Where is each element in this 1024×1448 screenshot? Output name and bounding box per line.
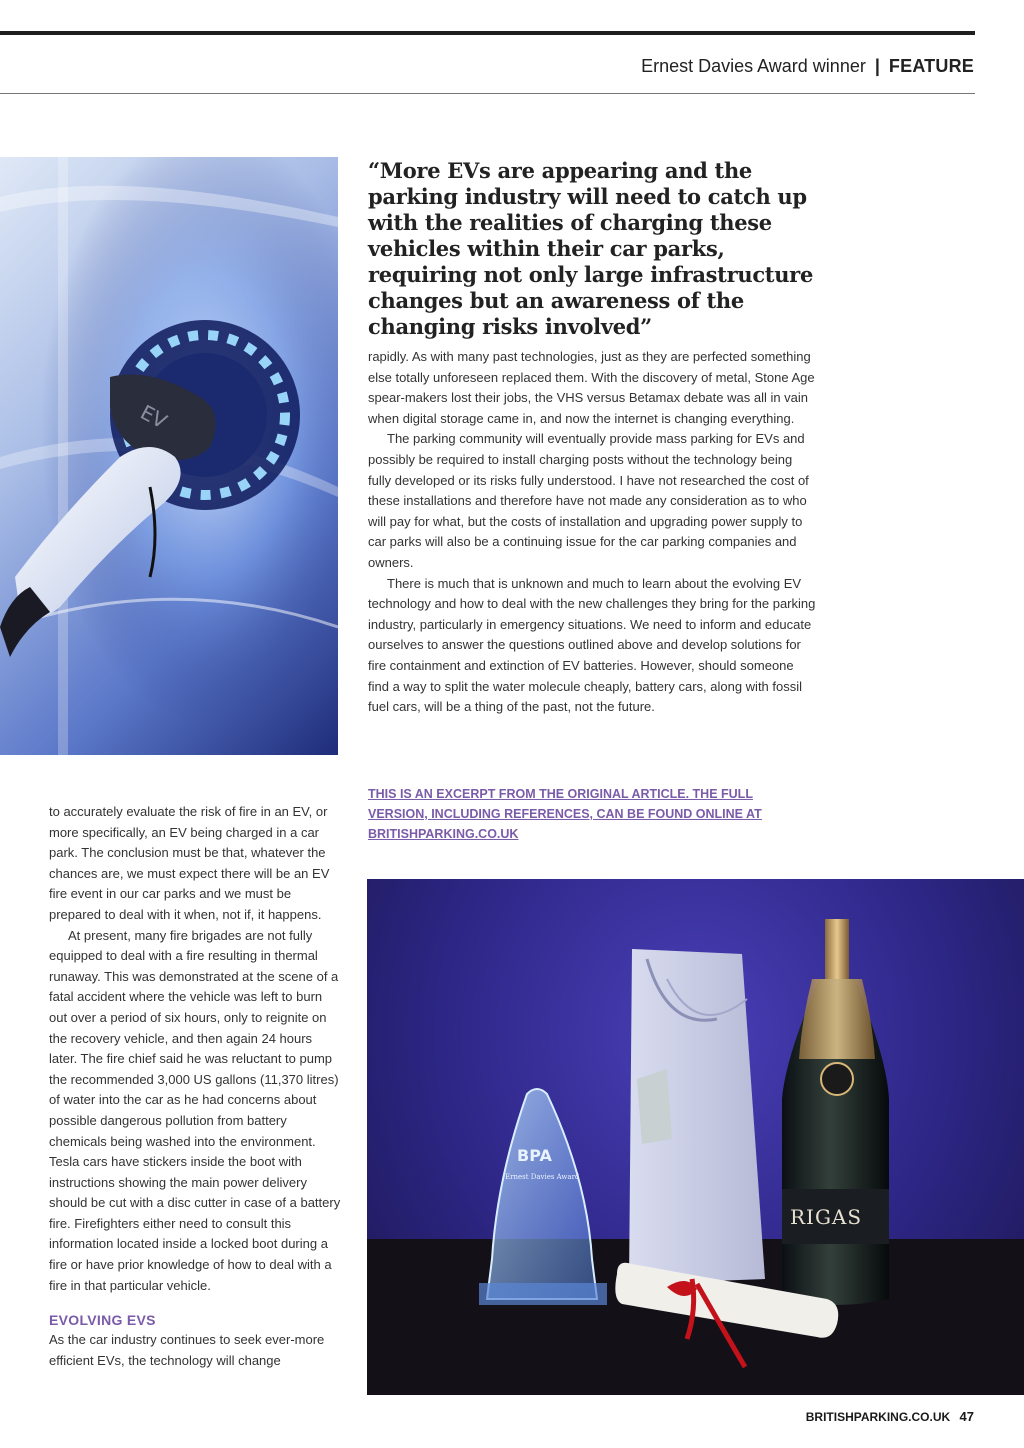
paragraph: There is much that is unknown and much to learn about the evolving EV technology and how to deal with the new challenges they bring for the parking industry, particularly in emergency situations. We need to inform and educate ourselves to answer the questions outlined above and develop solutions for fire containment and extinction of EV batteries. However, should someone find a way to split the water molecule cheaply, battery cars, along with fossil fuel cars, will be a thing of the past, not the future. bbox=[368, 575, 816, 715]
bottle-label: RIGAS bbox=[790, 1205, 863, 1229]
trophy-title: Ernest Davies Award bbox=[505, 1173, 580, 1181]
header-title: Ernest Davies Award winner bbox=[641, 56, 866, 76]
trophy-brand: BPA bbox=[517, 1146, 552, 1165]
pull-quote: “More EVs are appearing and the parking industry will need to catch up with the realities of charging these vehicles within their car parks, requiring not only large infrastructure changes but an awareness of the changing risks involved” bbox=[368, 158, 813, 339]
running-header bbox=[641, 56, 974, 77]
header-section: FEATURE bbox=[888, 56, 974, 76]
top-rule bbox=[0, 31, 975, 35]
footer-site: BRITISHPARKING.CO.UK bbox=[805, 1410, 951, 1424]
award-photo bbox=[367, 879, 1024, 1395]
right-column bbox=[368, 347, 818, 718]
paragraph: As the car industry continues to seek ever-more efficient EVs, the technology will change bbox=[49, 1332, 325, 1368]
left-column bbox=[49, 802, 341, 1371]
paragraph: At present, many fire brigades are not fully equipped to deal with a fire resulting in thermal runaway. This was demonstrated at the scene of a fatal accident where the vehicle was left to burn out over a period of six hours, only to reignite on the recovery vehicle, and then again 24 hours later. The fire chief said he was reluctant to pump the recommended 3,000 US gallons (11,370 litres) of water into the car as he had concerns about possible dangerous pollution from battery chemicals being washed into the environment. Tesla cars have stickers inside the boot with instructions showing the main power delivery should be cut with a disc cutter in case of a battery fire. Firefighters either need to consult this information located inside a locked boot during a fire or have prior knowledge of how to deal with a fire in that particular vehicle. bbox=[49, 927, 341, 1293]
excerpt-note[interactable] bbox=[368, 784, 798, 844]
ev-charging-photo bbox=[0, 157, 338, 755]
plug-label: EV bbox=[136, 399, 171, 434]
paragraph: to accurately evaluate the risk of fire in an EV, or more specifically, an EV being charged in a car park. The conclusion must be that, whatever the chances are, we must expect there will be an EV fire event in our car parks and we must be prepared to deal with it when, not if, it happens. bbox=[49, 804, 330, 922]
header-separator: | bbox=[874, 56, 880, 76]
header-rule bbox=[0, 93, 975, 94]
page-number: 47 bbox=[959, 1409, 974, 1424]
paragraph: rapidly. As with many past technologies, just as they are perfected something else totally unforeseen replaced them. With the discovery of metal, Stone Age spear-makers lost their jobs, the VHS versus Betamax debate was all in vain when digital storage came in, and now the internet is changing everything. bbox=[368, 349, 815, 426]
paragraph: The parking community will eventually provide mass parking for EVs and possibly be required to install charging posts without the technology being fully developed or its risks fully understood. I have not researched the cost of these installations and therefore have not made any consideration as to who will pay for what, but the costs of installation and upgrading power supply to car parks will also be a continuing issue for the car parking companies and owners. bbox=[368, 431, 809, 570]
excerpt-link[interactable]: THIS IS AN EXCERPT FROM THE ORIGINAL ARTICLE. THE FULL VERSION, INCLUDING REFERENCES, CAN BE FOUND ONLINE AT BRITISHPARKING.CO.UK bbox=[368, 787, 762, 841]
section-subhead: EVOLVING EVS bbox=[49, 1312, 156, 1329]
page-footer bbox=[806, 1409, 974, 1424]
